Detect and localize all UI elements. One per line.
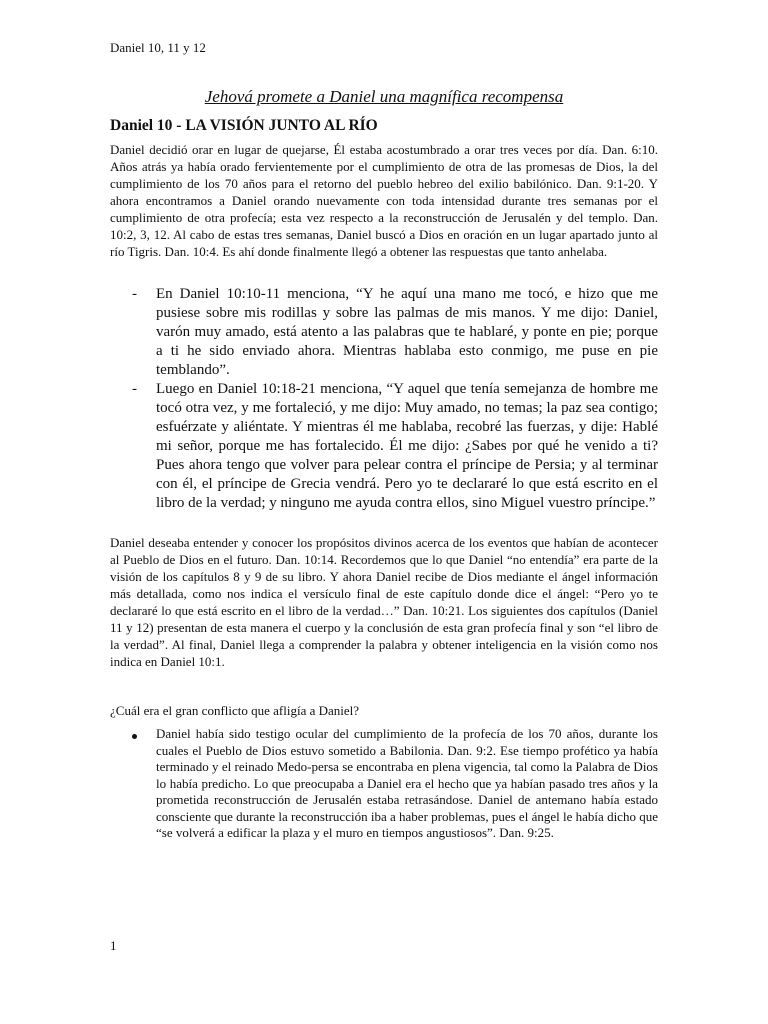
document-title: Jehová promete a Daniel una magnífica recompensa [204,87,564,106]
quote-text: Luego en Daniel 10:18-21 menciona, “Y aquel que tenía semejanza de hombre me tocó otra vez, y me fortaleció, y me dijo: Muy amado, no temas; la paz sea contigo; esfuérzate y aliéntate. Y mientras él me hablaba, recobré las fuerzas, y dije: Hablé mi señor, porque me has fortalecido. Él me dijo: ¿Sabes por qué he venido a ti? Pues ahora tengo que volver para pelear contra el príncipe de Persia; y al terminar con él, el príncipe de Grecia vendrá. Pero yo te declararé lo que está escrito en el libro de la verdad; y ninguno me ayuda contra ellos, sino Miguel vuestro príncipe.” [156,381,658,511]
intro-paragraph: Daniel decidió orar en lugar de quejarse, Él estaba acostumbrado a orar tres veces por día. Dan. 6:10. Años atrás ya había orado fervientemente por el cumplimiento de otra de las promesas de Dios, la del cumplimiento de los 70 años para el retorno del pueblo hebreo del exilio babilónico. Dan. 9:1-20. Y ahora encontramos a Daniel orando nuevamente con toda intensidad durante tres semanas por el cumplimiento de otra profecía; esta vez respecto a la reconstrucción de Jerusalén y del templo. Dan. 10:2, 3, 12. Al cabo de estas tres semanas, Daniel buscó a Dios en oración en un lugar apartado junto al río Tigris. Dan. 10:4. Es ahí donde finalmente llegó a obtener las respuestas que tanto anhelaba. [110,142,658,259]
body-paragraph: Daniel deseaba entender y conocer los propósitos divinos acerca de los eventos que habían de acontecer al Pueblo de Dios en el futuro. Dan. 10:14. Recordemos que lo que Daniel “no entendía” era parte de la visión de los capítulos 8 y 9 de su libro. Y ahora Daniel recibe de Dios mediante el ángel información más detallada, como nos indica el versículo final de este capítulo donde dice el ángel: “Pero yo te declararé lo que está escrito en el libro de la verdad…” Dan. 10:21. Los siguientes dos capítulos (Daniel 11 y 12) presentan de esta manera el cuerpo y la conclusión de esta gran profecía final y son “el libro de la verdad”. Al final, Daniel llega a comprender la palabra y obtener inteligencia en la visión como nos indica en Daniel 10:1. [110,535,658,669]
running-header: Daniel 10, 11 y 12 [110,40,206,55]
page-number: 1 [110,938,117,953]
quote-text: En Daniel 10:10-11 menciona, “Y he aquí una mano me tocó, e hizo que me pusiese sobre mis rodillas y sobre las palmas de mis manos. Y me dijo: Daniel, varón muy amado, está atento a las palabras que te hablaré, y ponte en pie; porque a ti he sido enviado ahora. Mientras hablaba esto conmigo, me puse en pie temblando”. [156,286,658,378]
question-line: ¿Cuál era el gran conflicto que afligía a Daniel? [110,703,360,718]
bullet-text: Daniel había sido testigo ocular del cumplimiento de la profecía de los 70 años, durante los cuales el Pueblo de Dios estuvo sometido a Babilonia. Dan. 9:2. Ese tiempo profético ya había terminado y el reinado Medo-persa se encontraba en plena vigencia, tal como la Palabra de Dios lo había predicho. Lo que preocupaba a Daniel era el hecho que ya habían pasado tres años y la prometida reconstrucción de Jerusalén estaba retrasándose. Daniel de antemano había estado consciente que durante la reconstrucción iba a haber problemas, pues el ángel le había dicho que “se volverá a edificar la plaza y el muro en tiempos angustiosos”. Dan. 9:25. [156,726,658,840]
section-heading: Daniel 10 - LA VISIÓN JUNTO AL RÍO [110,117,378,134]
dash-marker: - [132,381,137,397]
bullet-dot-icon [132,726,137,743]
dash-marker: - [132,286,137,302]
